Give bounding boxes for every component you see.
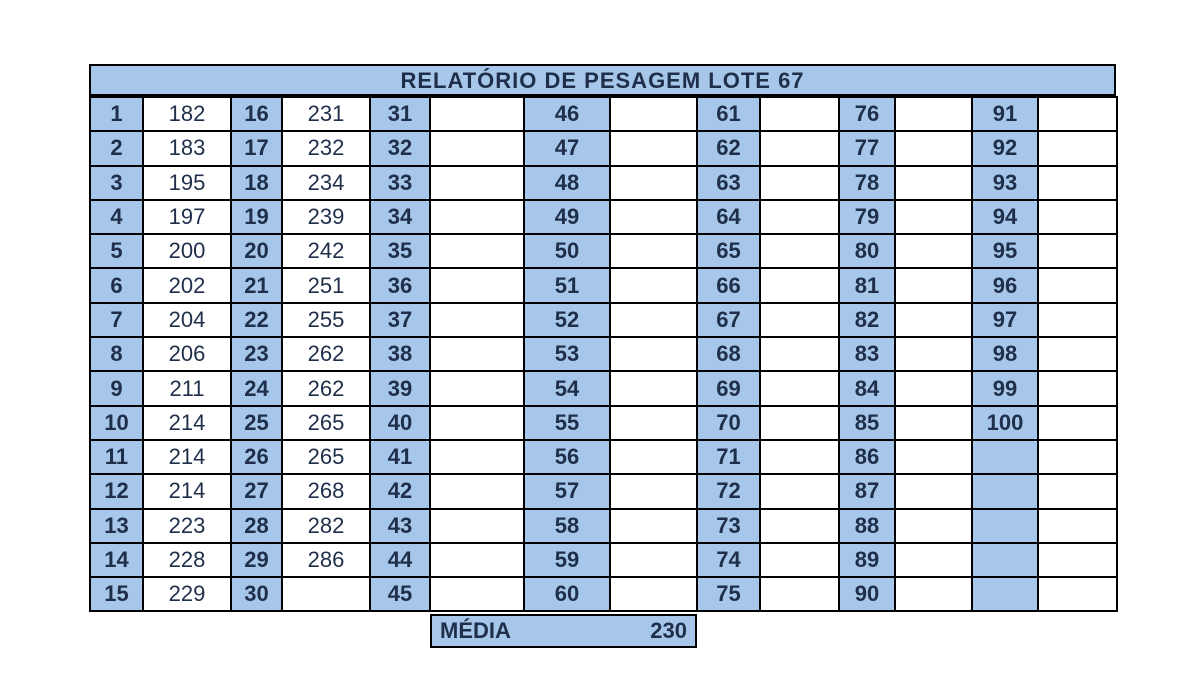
sample-index-cell: 58 <box>524 509 610 543</box>
sample-index-cell: 57 <box>524 474 610 508</box>
sample-weight-cell: 262 <box>282 337 370 371</box>
sample-weight-cell: 232 <box>282 131 370 165</box>
table-row <box>90 337 1117 371</box>
sample-weight-cell <box>430 97 524 131</box>
sample-weight-cell <box>610 371 697 405</box>
sample-weight-cell <box>430 234 524 268</box>
sample-weight-cell <box>610 303 697 337</box>
sample-weight-cell <box>610 234 697 268</box>
sample-weight-cell: 255 <box>282 303 370 337</box>
sample-weight-cell: 239 <box>282 200 370 234</box>
sample-index-cell: 85 <box>839 406 895 440</box>
sample-weight-cell <box>895 97 972 131</box>
sample-weight-cell <box>895 577 972 611</box>
sample-weight-cell <box>610 166 697 200</box>
sample-weight-cell <box>895 474 972 508</box>
mean-value: 230 <box>650 618 687 643</box>
sample-weight-cell: 206 <box>143 337 231 371</box>
sample-index-cell: 49 <box>524 200 610 234</box>
sample-weight-cell <box>1038 440 1117 474</box>
sample-weight-cell: 202 <box>143 268 231 302</box>
sample-index-cell: 94 <box>972 200 1038 234</box>
sample-index-cell: 12 <box>90 474 143 508</box>
sample-weight-cell: 234 <box>282 166 370 200</box>
sample-index-cell: 53 <box>524 337 610 371</box>
sample-index-cell <box>972 509 1038 543</box>
sample-weight-cell: 268 <box>282 474 370 508</box>
weights-table <box>89 96 1118 612</box>
sample-index-cell: 84 <box>839 371 895 405</box>
sample-weight-cell: 251 <box>282 268 370 302</box>
sample-weight-cell <box>895 166 972 200</box>
sample-weight-cell <box>760 234 839 268</box>
sample-index-cell: 11 <box>90 440 143 474</box>
sample-weight-cell: 262 <box>282 371 370 405</box>
sample-index-cell: 4 <box>90 200 143 234</box>
sample-index-cell: 74 <box>697 543 760 577</box>
sample-weight-cell: 214 <box>143 440 231 474</box>
sample-weight-cell <box>610 543 697 577</box>
sample-weight-cell: 211 <box>143 371 231 405</box>
sample-index-cell: 7 <box>90 303 143 337</box>
sample-index-cell: 92 <box>972 131 1038 165</box>
table-row <box>90 474 1117 508</box>
sample-weight-cell <box>760 509 839 543</box>
sample-index-cell: 20 <box>231 234 282 268</box>
sample-index-cell: 29 <box>231 543 282 577</box>
sample-weight-cell <box>760 543 839 577</box>
sample-weight-cell <box>610 406 697 440</box>
sample-weight-cell: 204 <box>143 303 231 337</box>
sample-index-cell: 5 <box>90 234 143 268</box>
sample-index-cell: 86 <box>839 440 895 474</box>
sample-index-cell: 52 <box>524 303 610 337</box>
sample-index-cell: 64 <box>697 200 760 234</box>
sample-weight-cell <box>1038 371 1117 405</box>
sample-weight-cell <box>895 303 972 337</box>
sample-weight-cell <box>430 406 524 440</box>
table-row <box>90 543 1117 577</box>
sample-index-cell: 1 <box>90 97 143 131</box>
sample-index-cell: 78 <box>839 166 895 200</box>
sample-weight-cell <box>610 97 697 131</box>
sample-index-cell <box>972 577 1038 611</box>
sample-index-cell: 82 <box>839 303 895 337</box>
sample-index-cell: 34 <box>370 200 430 234</box>
sample-index-cell: 40 <box>370 406 430 440</box>
table-row <box>90 303 1117 337</box>
sample-index-cell: 16 <box>231 97 282 131</box>
table-row <box>90 200 1117 234</box>
sample-weight-cell <box>610 200 697 234</box>
sample-index-cell: 9 <box>90 371 143 405</box>
sample-index-cell: 89 <box>839 543 895 577</box>
sample-weight-cell: 223 <box>143 509 231 543</box>
sample-index-cell <box>972 474 1038 508</box>
sample-weight-cell <box>430 440 524 474</box>
sample-weight-cell: 214 <box>143 474 231 508</box>
sample-weight-cell <box>760 577 839 611</box>
sample-weight-cell <box>430 371 524 405</box>
table-row <box>90 509 1117 543</box>
sample-index-cell: 46 <box>524 97 610 131</box>
sample-index-cell: 24 <box>231 371 282 405</box>
sample-index-cell: 47 <box>524 131 610 165</box>
sample-weight-cell <box>282 577 370 611</box>
sample-index-cell: 32 <box>370 131 430 165</box>
sample-index-cell: 42 <box>370 474 430 508</box>
table-row <box>90 234 1117 268</box>
sample-weight-cell <box>1038 577 1117 611</box>
sample-index-cell: 71 <box>697 440 760 474</box>
sample-index-cell: 2 <box>90 131 143 165</box>
sample-index-cell: 83 <box>839 337 895 371</box>
sample-index-cell: 31 <box>370 97 430 131</box>
sample-weight-cell <box>430 166 524 200</box>
sample-weight-cell <box>1038 131 1117 165</box>
sample-index-cell: 25 <box>231 406 282 440</box>
sample-weight-cell: 265 <box>282 440 370 474</box>
sample-index-cell: 14 <box>90 543 143 577</box>
sample-index-cell: 59 <box>524 543 610 577</box>
table-row <box>90 131 1117 165</box>
sample-index-cell: 50 <box>524 234 610 268</box>
sample-index-cell: 60 <box>524 577 610 611</box>
sample-weight-cell <box>1038 406 1117 440</box>
sample-index-cell: 100 <box>972 406 1038 440</box>
table-row <box>90 268 1117 302</box>
sample-weight-cell <box>760 371 839 405</box>
sample-weight-cell <box>430 577 524 611</box>
sample-weight-cell: 228 <box>143 543 231 577</box>
sample-weight-cell <box>1038 303 1117 337</box>
sample-weight-cell: 282 <box>282 509 370 543</box>
sample-index-cell: 51 <box>524 268 610 302</box>
sample-weight-cell <box>430 200 524 234</box>
sample-weight-cell <box>895 200 972 234</box>
sample-weight-cell: 231 <box>282 97 370 131</box>
mean-summary <box>430 614 697 648</box>
sample-weight-cell <box>760 303 839 337</box>
sample-weight-cell <box>895 543 972 577</box>
sample-weight-cell <box>1038 166 1117 200</box>
sample-weight-cell <box>1038 200 1117 234</box>
sample-index-cell: 98 <box>972 337 1038 371</box>
sample-weight-cell <box>1038 543 1117 577</box>
table-row <box>90 440 1117 474</box>
sample-index-cell: 6 <box>90 268 143 302</box>
sample-weight-cell <box>760 97 839 131</box>
table-row <box>90 97 1117 131</box>
sample-weight-cell <box>1038 509 1117 543</box>
sample-index-cell: 80 <box>839 234 895 268</box>
sample-weight-cell <box>430 474 524 508</box>
sample-weight-cell <box>760 337 839 371</box>
sample-index-cell: 22 <box>231 303 282 337</box>
sample-index-cell: 95 <box>972 234 1038 268</box>
sample-index-cell: 41 <box>370 440 430 474</box>
mean-label: MÉDIA <box>440 618 511 643</box>
weighing-report <box>89 64 1116 612</box>
sample-index-cell: 73 <box>697 509 760 543</box>
sample-index-cell: 19 <box>231 200 282 234</box>
sample-index-cell: 76 <box>839 97 895 131</box>
sample-index-cell: 48 <box>524 166 610 200</box>
sample-index-cell: 87 <box>839 474 895 508</box>
sample-index-cell: 93 <box>972 166 1038 200</box>
sample-index-cell: 8 <box>90 337 143 371</box>
sample-weight-cell <box>430 337 524 371</box>
sample-weight-cell <box>610 474 697 508</box>
sample-index-cell: 18 <box>231 166 282 200</box>
table-row <box>90 406 1117 440</box>
sample-index-cell: 70 <box>697 406 760 440</box>
sample-index-cell: 27 <box>231 474 282 508</box>
sample-weight-cell <box>610 131 697 165</box>
sample-index-cell: 63 <box>697 166 760 200</box>
sample-weight-cell: 183 <box>143 131 231 165</box>
sample-index-cell: 75 <box>697 577 760 611</box>
sample-weight-cell <box>430 303 524 337</box>
sample-index-cell: 69 <box>697 371 760 405</box>
sample-index-cell: 97 <box>972 303 1038 337</box>
sample-weight-cell <box>760 440 839 474</box>
sample-index-cell: 36 <box>370 268 430 302</box>
report-title: RELATÓRIO DE PESAGEM LOTE 67 <box>89 64 1116 96</box>
sample-weight-cell <box>895 371 972 405</box>
sample-weight-cell <box>610 509 697 543</box>
sample-weight-cell <box>1038 234 1117 268</box>
sample-index-cell: 33 <box>370 166 430 200</box>
sample-weight-cell: 195 <box>143 166 231 200</box>
sample-index-cell: 30 <box>231 577 282 611</box>
sample-index-cell: 99 <box>972 371 1038 405</box>
sample-weight-cell <box>760 268 839 302</box>
sample-weight-cell <box>610 577 697 611</box>
sample-index-cell: 39 <box>370 371 430 405</box>
sample-index-cell: 26 <box>231 440 282 474</box>
sample-index-cell: 91 <box>972 97 1038 131</box>
sample-index-cell: 56 <box>524 440 610 474</box>
sample-index-cell: 68 <box>697 337 760 371</box>
sample-index-cell: 37 <box>370 303 430 337</box>
sample-index-cell: 65 <box>697 234 760 268</box>
sample-index-cell: 10 <box>90 406 143 440</box>
sample-index-cell: 17 <box>231 131 282 165</box>
sample-index-cell: 15 <box>90 577 143 611</box>
sample-weight-cell <box>895 234 972 268</box>
sample-weight-cell: 286 <box>282 543 370 577</box>
sample-weight-cell <box>760 406 839 440</box>
sample-weight-cell: 200 <box>143 234 231 268</box>
sample-index-cell: 77 <box>839 131 895 165</box>
sample-index-cell: 38 <box>370 337 430 371</box>
sample-index-cell: 54 <box>524 371 610 405</box>
sample-weight-cell <box>895 337 972 371</box>
sample-index-cell: 21 <box>231 268 282 302</box>
sample-index-cell: 81 <box>839 268 895 302</box>
sample-weight-cell <box>610 337 697 371</box>
sample-index-cell: 44 <box>370 543 430 577</box>
sample-index-cell: 67 <box>697 303 760 337</box>
sample-index-cell: 45 <box>370 577 430 611</box>
sample-weight-cell <box>895 268 972 302</box>
sample-index-cell <box>972 543 1038 577</box>
sample-index-cell <box>972 440 1038 474</box>
sample-index-cell: 66 <box>697 268 760 302</box>
table-row <box>90 577 1117 611</box>
sample-index-cell: 62 <box>697 131 760 165</box>
sample-weight-cell <box>895 406 972 440</box>
sample-index-cell: 88 <box>839 509 895 543</box>
table-row <box>90 371 1117 405</box>
sample-weight-cell <box>610 440 697 474</box>
sample-weight-cell <box>895 509 972 543</box>
sample-weight-cell <box>760 200 839 234</box>
sample-weight-cell: 265 <box>282 406 370 440</box>
sample-weight-cell: 197 <box>143 200 231 234</box>
sample-index-cell: 23 <box>231 337 282 371</box>
sample-weight-cell <box>895 440 972 474</box>
sample-weight-cell <box>610 268 697 302</box>
sample-weight-cell <box>1038 97 1117 131</box>
sample-weight-cell <box>760 166 839 200</box>
sample-weight-cell <box>895 131 972 165</box>
sample-weight-cell <box>430 509 524 543</box>
sample-weight-cell <box>760 131 839 165</box>
sample-index-cell: 72 <box>697 474 760 508</box>
sample-weight-cell <box>430 131 524 165</box>
sample-weight-cell: 229 <box>143 577 231 611</box>
sample-index-cell: 28 <box>231 509 282 543</box>
sample-index-cell: 61 <box>697 97 760 131</box>
sample-weight-cell <box>1038 268 1117 302</box>
sample-index-cell: 35 <box>370 234 430 268</box>
table-row <box>90 166 1117 200</box>
sample-weight-cell <box>1038 474 1117 508</box>
sample-index-cell: 79 <box>839 200 895 234</box>
sample-weight-cell: 182 <box>143 97 231 131</box>
sample-index-cell: 13 <box>90 509 143 543</box>
sample-weight-cell <box>430 268 524 302</box>
sample-weight-cell: 214 <box>143 406 231 440</box>
sample-index-cell: 96 <box>972 268 1038 302</box>
sample-index-cell: 43 <box>370 509 430 543</box>
sample-weight-cell <box>760 474 839 508</box>
sample-index-cell: 3 <box>90 166 143 200</box>
sample-weight-cell <box>430 543 524 577</box>
sample-index-cell: 55 <box>524 406 610 440</box>
sample-weight-cell <box>1038 337 1117 371</box>
sample-index-cell: 90 <box>839 577 895 611</box>
sample-weight-cell: 242 <box>282 234 370 268</box>
